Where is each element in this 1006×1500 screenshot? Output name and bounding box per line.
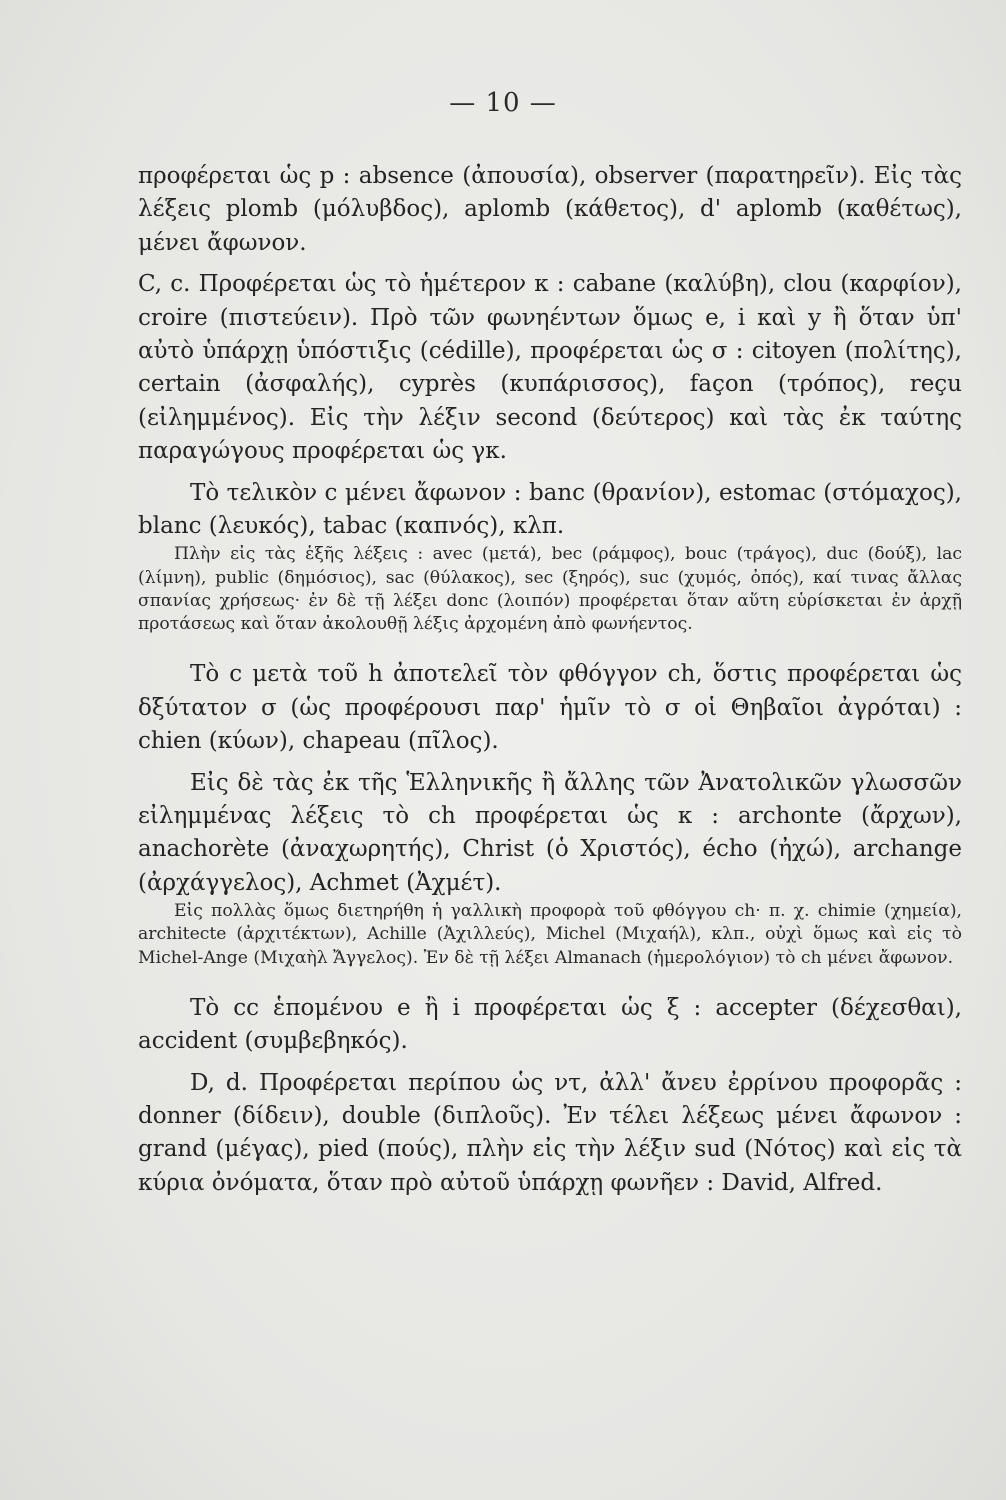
paragraph-letter-d: D, d. Προφέρεται περίπου ὡς ντ, ἀλλ' ἄνευ ἐρρίνου προφορᾶς : donner (δίδειν), double (διπλοῦς). Ἐν τέλει λέξεως μένει ἄφωνον : grand (μέγας), pied (πούς), πλὴν εἰς τὴν λέξιν sud (Νότος) καὶ εἰς τὰ κύρια ὀνόματα, ὅταν πρὸ αὐτοῦ ὑπάρχῃ φωνῆεν : David, Alfred. <box>138 1069 962 1196</box>
paragraph-ch-greek: Εἰς δὲ τὰς ἐκ τῆς Ἑλληνικῆς ἢ ἄλλης τῶν Ἀνατολικῶν γλωσσῶν εἰλημμένας λέξεις τὸ ch προφέρεται ὡς κ : archonte (ἄρχων), anachorète (ἀναχωρητής), Christ (ὁ Χριστός), écho (ἠχώ), archange (ἀρχάγγελος), Achmet (Ἀχμέτ). <box>138 769 962 896</box>
paragraph-letter-c: C, c. Προφέρεται ὡς τὸ ἡμέτερον κ : cabane (καλύβη), clou (καρφίον), croire (πιστεύειν). Πρὸ τῶν φωνηέντων ὅμως e, i καὶ y ἢ ὅταν ὑπ' αὐτὸ ὑπάρχῃ ὑπόστιξις (cédille), προφέρεται ὡς σ : citoyen (πολίτης), certain (ἀσφαλής), cyprès (κυπάρισσος), façon (τρόπος), reçu (εἰλημμένος). Εἰς τὴν λέξιν second (δεύτερος) καὶ τὰς ἐκ ταύτης παραγώγους προφέρεται ὡς γκ. <box>138 271 962 465</box>
paragraph-final-c: Τὸ τελικὸν c μένει ἄφωνον : banc (θρανίον), estomac (στόμαχος), blanc (λευκός), tabac (καπνός), κλπ. <box>138 479 962 540</box>
paragraph-cc: Τὸ cc ἑπομένου e ἢ i προφέρεται ὡς ξ : accepter (δέχεσθαι), accident (συμβεβηκός). <box>138 994 962 1055</box>
paragraph-continuation: προφέρεται ὡς p : absence (ἀπουσία), observer (παρατηρεῖν). Εἰς τὰς λέξεις plomb (μόλυβδος), aplomb (κάθετος), d' aplomb (καθέτως), μένει ἄφωνον. <box>138 163 962 256</box>
paragraph-ch: Τὸ c μετὰ τοῦ h ἀποτελεῖ τὸν φθόγγον ch, ὅστις προφέρεται ὡς δξύτατον σ (ὡς προφέρουσι παρ' ἡμῖν τὸ σ οἱ Θηβαῖοι ἀγρόται) : chien (κύων), chapeau (πῖλος). <box>138 661 962 755</box>
footnote-exceptions-c: Πλὴν εἰς τὰς ἑξῆς λέξεις : avec (μετά), bec (ράμφος), bouc (τράγος), duc (δούξ), lac (λίμνη), public (δημόσιος), sac (θύλακος), sec (ξηρός), suc (χυμός, ὀπός), καί τινας ἄλλας σπανίας χρήσεως· ἐν δὲ τῇ λέξει donc (λοιπόν) προφέρεται ὅταν αὕτη εὑρίσκεται ἐν ἀρχῇ προτάσεως καὶ ὅταν ἀκολουθῇ λέξις ἀρχομένη ἀπὸ φωνήεντος. <box>138 544 962 635</box>
footnote-ch-french: Εἰς πολλὰς ὅμως διετηρήθη ἡ γαλλικὴ προφορὰ τοῦ φθόγγου ch· π. χ. chimie (χημεία), architecte (ἀρχιτέκτων), Achille (Ἀχιλλεύς), Michel (Μιχαήλ), κλπ., οὐχὶ ὅμως καὶ εἰς τὸ Michel-Ange (Μιχαὴλ Ἄγγελος). Ἐν δὲ τῇ λέξει Almanach (ἡμερολόγιον) τὸ ch μένει ἄφωνον. <box>138 901 962 968</box>
page-body <box>138 160 962 1200</box>
page-number: — 10 — <box>449 88 557 118</box>
